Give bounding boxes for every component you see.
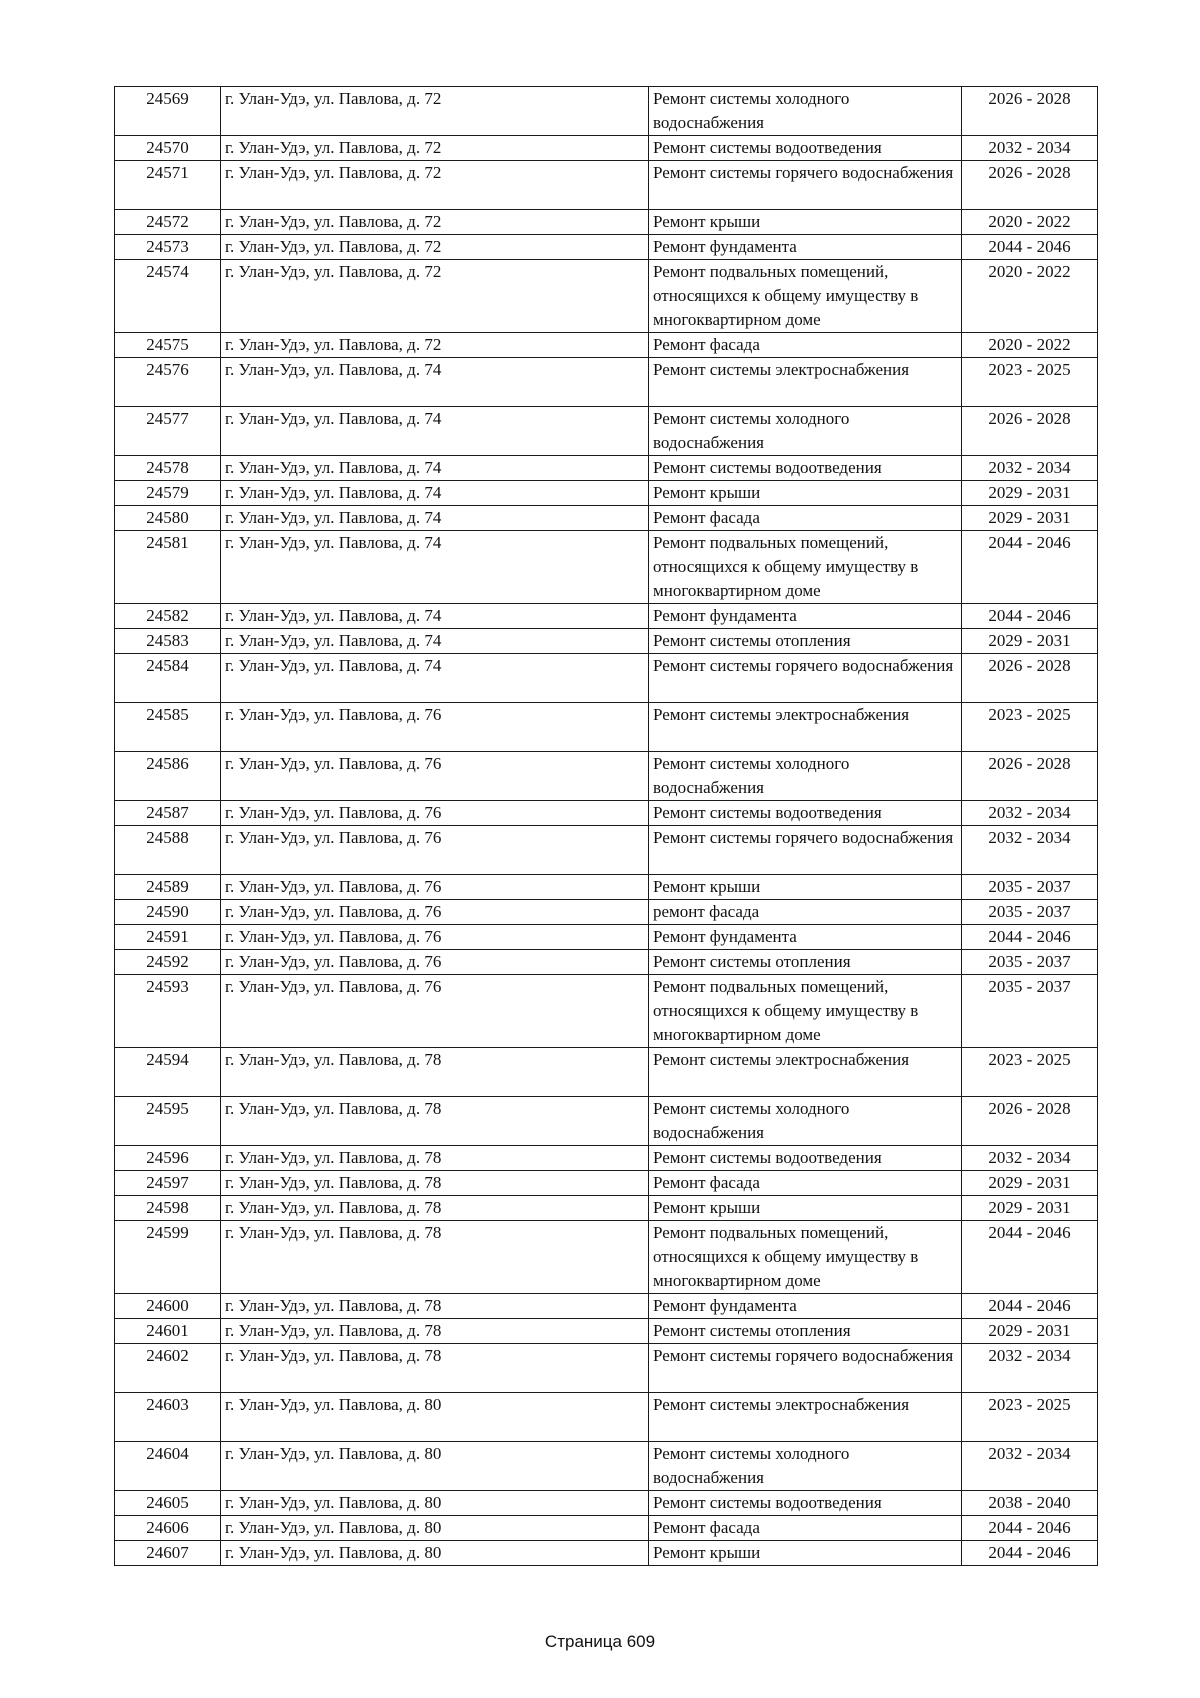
period-cell: 2023 - 2025 [962, 703, 1098, 752]
work-type-cell: Ремонт системы водоотведения [649, 801, 962, 826]
row-number-cell: 24573 [115, 235, 221, 260]
work-type-cell: Ремонт фундамента [649, 235, 962, 260]
period-cell: 2023 - 2025 [962, 1048, 1098, 1097]
row-number-cell: 24595 [115, 1097, 221, 1146]
work-type-cell: Ремонт системы электроснабжения [649, 1393, 962, 1442]
row-number-cell: 24582 [115, 604, 221, 629]
table-row [115, 136, 1098, 161]
row-number-cell: 24592 [115, 950, 221, 975]
address-cell: г. Улан-Удэ, ул. Павлова, д. 80 [221, 1491, 649, 1516]
row-number-cell: 24596 [115, 1146, 221, 1171]
period-cell: 2026 - 2028 [962, 752, 1098, 801]
period-cell: 2044 - 2046 [962, 604, 1098, 629]
address-cell: г. Улан-Удэ, ул. Павлова, д. 78 [221, 1146, 649, 1171]
row-number-cell: 24591 [115, 925, 221, 950]
work-type-cell: Ремонт крыши [649, 481, 962, 506]
table-row [115, 1541, 1098, 1566]
table-row [115, 950, 1098, 975]
table-body [115, 87, 1098, 1566]
table-row [115, 1171, 1098, 1196]
table-row [115, 161, 1098, 210]
work-type-cell: Ремонт системы холодного водоснабжения [649, 87, 962, 136]
address-cell: г. Улан-Удэ, ул. Павлова, д. 74 [221, 358, 649, 407]
table-row [115, 629, 1098, 654]
address-cell: г. Улан-Удэ, ул. Павлова, д. 72 [221, 161, 649, 210]
address-cell: г. Улан-Удэ, ул. Павлова, д. 74 [221, 604, 649, 629]
row-number-cell: 24588 [115, 826, 221, 875]
row-number-cell: 24577 [115, 407, 221, 456]
row-number-cell: 24585 [115, 703, 221, 752]
period-cell: 2020 - 2022 [962, 333, 1098, 358]
period-cell: 2032 - 2034 [962, 1146, 1098, 1171]
period-cell: 2035 - 2037 [962, 975, 1098, 1048]
table-row [115, 1097, 1098, 1146]
address-cell: г. Улан-Удэ, ул. Павлова, д. 78 [221, 1048, 649, 1097]
work-type-cell: Ремонт системы водоотведения [649, 1491, 962, 1516]
work-type-cell: Ремонт системы горячего водоснабжения [649, 161, 962, 210]
row-number-cell: 24580 [115, 506, 221, 531]
row-number-cell: 24604 [115, 1442, 221, 1491]
row-number-cell: 24572 [115, 210, 221, 235]
row-number-cell: 24576 [115, 358, 221, 407]
work-type-cell: Ремонт системы электроснабжения [649, 703, 962, 752]
table-row [115, 1393, 1098, 1442]
period-cell: 2035 - 2037 [962, 875, 1098, 900]
work-type-cell: Ремонт системы отопления [649, 629, 962, 654]
period-cell: 2020 - 2022 [962, 260, 1098, 333]
row-number-cell: 24600 [115, 1294, 221, 1319]
table-row [115, 826, 1098, 875]
work-type-cell: Ремонт системы холодного водоснабжения [649, 407, 962, 456]
work-type-cell: Ремонт подвальных помещений, относящихся к общему имуществу в многоквартирном доме [649, 531, 962, 604]
address-cell: г. Улан-Удэ, ул. Павлова, д. 80 [221, 1393, 649, 1442]
work-type-cell: Ремонт системы отопления [649, 1319, 962, 1344]
row-number-cell: 24599 [115, 1221, 221, 1294]
row-number-cell: 24606 [115, 1516, 221, 1541]
address-cell: г. Улан-Удэ, ул. Павлова, д. 78 [221, 1221, 649, 1294]
address-cell: г. Улан-Удэ, ул. Павлова, д. 72 [221, 333, 649, 358]
address-cell: г. Улан-Удэ, ул. Павлова, д. 72 [221, 260, 649, 333]
address-cell: г. Улан-Удэ, ул. Павлова, д. 72 [221, 136, 649, 161]
period-cell: 2044 - 2046 [962, 1541, 1098, 1566]
work-type-cell: Ремонт системы отопления [649, 950, 962, 975]
table-row [115, 1048, 1098, 1097]
work-type-cell: Ремонт системы горячего водоснабжения [649, 826, 962, 875]
table-row [115, 235, 1098, 260]
row-number-cell: 24584 [115, 654, 221, 703]
table-row [115, 604, 1098, 629]
table-row [115, 407, 1098, 456]
table-row [115, 1319, 1098, 1344]
address-cell: г. Улан-Удэ, ул. Павлова, д. 78 [221, 1344, 649, 1393]
period-cell: 2023 - 2025 [962, 1393, 1098, 1442]
address-cell: г. Улан-Удэ, ул. Павлова, д. 74 [221, 506, 649, 531]
row-number-cell: 24575 [115, 333, 221, 358]
period-cell: 2026 - 2028 [962, 161, 1098, 210]
table-row [115, 925, 1098, 950]
period-cell: 2029 - 2031 [962, 1171, 1098, 1196]
work-type-cell: Ремонт фасада [649, 333, 962, 358]
table-row [115, 1221, 1098, 1294]
period-cell: 2035 - 2037 [962, 950, 1098, 975]
table-row [115, 654, 1098, 703]
period-cell: 2026 - 2028 [962, 407, 1098, 456]
address-cell: г. Улан-Удэ, ул. Павлова, д. 74 [221, 629, 649, 654]
address-cell: г. Улан-Удэ, ул. Павлова, д. 76 [221, 752, 649, 801]
work-type-cell: ремонт фасада [649, 900, 962, 925]
table-row [115, 1344, 1098, 1393]
table-row [115, 260, 1098, 333]
address-cell: г. Улан-Удэ, ул. Павлова, д. 78 [221, 1196, 649, 1221]
row-number-cell: 24607 [115, 1541, 221, 1566]
row-number-cell: 24587 [115, 801, 221, 826]
table-row [115, 1146, 1098, 1171]
address-cell: г. Улан-Удэ, ул. Павлова, д. 80 [221, 1541, 649, 1566]
period-cell: 2029 - 2031 [962, 1319, 1098, 1344]
period-cell: 2035 - 2037 [962, 900, 1098, 925]
period-cell: 2044 - 2046 [962, 1294, 1098, 1319]
table-row [115, 801, 1098, 826]
row-number-cell: 24593 [115, 975, 221, 1048]
address-cell: г. Улан-Удэ, ул. Павлова, д. 78 [221, 1171, 649, 1196]
work-type-cell: Ремонт системы электроснабжения [649, 1048, 962, 1097]
period-cell: 2026 - 2028 [962, 1097, 1098, 1146]
address-cell: г. Улан-Удэ, ул. Павлова, д. 76 [221, 950, 649, 975]
row-number-cell: 24589 [115, 875, 221, 900]
table-row [115, 975, 1098, 1048]
period-cell: 2023 - 2025 [962, 358, 1098, 407]
row-number-cell: 24586 [115, 752, 221, 801]
work-type-cell: Ремонт системы электроснабжения [649, 358, 962, 407]
work-type-cell: Ремонт крыши [649, 1541, 962, 1566]
work-type-cell: Ремонт системы горячего водоснабжения [649, 1344, 962, 1393]
work-type-cell: Ремонт фасада [649, 506, 962, 531]
period-cell: 2032 - 2034 [962, 1344, 1098, 1393]
work-type-cell: Ремонт крыши [649, 875, 962, 900]
period-cell: 2029 - 2031 [962, 481, 1098, 506]
work-type-cell: Ремонт фундамента [649, 925, 962, 950]
address-cell: г. Улан-Удэ, ул. Павлова, д. 72 [221, 235, 649, 260]
period-cell: 2038 - 2040 [962, 1491, 1098, 1516]
address-cell: г. Улан-Удэ, ул. Павлова, д. 76 [221, 875, 649, 900]
row-number-cell: 24598 [115, 1196, 221, 1221]
period-cell: 2026 - 2028 [962, 654, 1098, 703]
work-type-cell: Ремонт фундамента [649, 1294, 962, 1319]
period-cell: 2029 - 2031 [962, 629, 1098, 654]
work-type-cell: Ремонт крыши [649, 210, 962, 235]
address-cell: г. Улан-Удэ, ул. Павлова, д. 78 [221, 1319, 649, 1344]
work-type-cell: Ремонт системы холодного водоснабжения [649, 1442, 962, 1491]
table-row [115, 333, 1098, 358]
address-cell: г. Улан-Удэ, ул. Павлова, д. 76 [221, 900, 649, 925]
period-cell: 2044 - 2046 [962, 531, 1098, 604]
address-cell: г. Улан-Удэ, ул. Павлова, д. 74 [221, 407, 649, 456]
address-cell: г. Улан-Удэ, ул. Павлова, д. 72 [221, 87, 649, 136]
address-cell: г. Улан-Удэ, ул. Павлова, д. 78 [221, 1294, 649, 1319]
address-cell: г. Улан-Удэ, ул. Павлова, д. 74 [221, 654, 649, 703]
work-type-cell: Ремонт системы водоотведения [649, 456, 962, 481]
row-number-cell: 24602 [115, 1344, 221, 1393]
period-cell: 2032 - 2034 [962, 136, 1098, 161]
work-type-cell: Ремонт подвальных помещений, относящихся к общему имуществу в многоквартирном доме [649, 1221, 962, 1294]
address-cell: г. Улан-Удэ, ул. Павлова, д. 74 [221, 481, 649, 506]
table-row [115, 1196, 1098, 1221]
table-row [115, 1491, 1098, 1516]
row-number-cell: 24569 [115, 87, 221, 136]
page-footer: Страница 609 [544, 1632, 656, 1651]
period-cell: 2044 - 2046 [962, 1221, 1098, 1294]
address-cell: г. Улан-Удэ, ул. Павлова, д. 76 [221, 925, 649, 950]
row-number-cell: 24581 [115, 531, 221, 604]
table-row [115, 87, 1098, 136]
work-type-cell: Ремонт подвальных помещений, относящихся к общему имуществу в многоквартирном доме [649, 975, 962, 1048]
address-cell: г. Улан-Удэ, ул. Павлова, д. 80 [221, 1442, 649, 1491]
work-type-cell: Ремонт фасада [649, 1171, 962, 1196]
address-cell: г. Улан-Удэ, ул. Павлова, д. 80 [221, 1516, 649, 1541]
row-number-cell: 24601 [115, 1319, 221, 1344]
table-row [115, 210, 1098, 235]
table-row [115, 875, 1098, 900]
address-cell: г. Улан-Удэ, ул. Павлова, д. 76 [221, 826, 649, 875]
row-number-cell: 24597 [115, 1171, 221, 1196]
table-row [115, 752, 1098, 801]
row-number-cell: 24574 [115, 260, 221, 333]
row-number-cell: 24578 [115, 456, 221, 481]
table-row [115, 481, 1098, 506]
address-cell: г. Улан-Удэ, ул. Павлова, д. 74 [221, 531, 649, 604]
address-cell: г. Улан-Удэ, ул. Павлова, д. 74 [221, 456, 649, 481]
row-number-cell: 24603 [115, 1393, 221, 1442]
period-cell: 2020 - 2022 [962, 210, 1098, 235]
table-row [115, 1442, 1098, 1491]
table-row [115, 900, 1098, 925]
work-type-cell: Ремонт системы холодного водоснабжения [649, 752, 962, 801]
repair-schedule-table [114, 86, 1098, 1566]
address-cell: г. Улан-Удэ, ул. Павлова, д. 76 [221, 975, 649, 1048]
period-cell: 2029 - 2031 [962, 506, 1098, 531]
work-type-cell: Ремонт системы водоотведения [649, 1146, 962, 1171]
period-cell: 2029 - 2031 [962, 1196, 1098, 1221]
table-row [115, 1294, 1098, 1319]
row-number-cell: 24583 [115, 629, 221, 654]
row-number-cell: 24590 [115, 900, 221, 925]
row-number-cell: 24570 [115, 136, 221, 161]
period-cell: 2032 - 2034 [962, 826, 1098, 875]
period-cell: 2032 - 2034 [962, 801, 1098, 826]
period-cell: 2044 - 2046 [962, 235, 1098, 260]
period-cell: 2032 - 2034 [962, 456, 1098, 481]
row-number-cell: 24571 [115, 161, 221, 210]
table-row [115, 456, 1098, 481]
address-cell: г. Улан-Удэ, ул. Павлова, д. 76 [221, 703, 649, 752]
row-number-cell: 24605 [115, 1491, 221, 1516]
table-row [115, 1516, 1098, 1541]
work-type-cell: Ремонт системы холодного водоснабжения [649, 1097, 962, 1146]
address-cell: г. Улан-Удэ, ул. Павлова, д. 78 [221, 1097, 649, 1146]
row-number-cell: 24579 [115, 481, 221, 506]
address-cell: г. Улан-Удэ, ул. Павлова, д. 76 [221, 801, 649, 826]
table-row [115, 703, 1098, 752]
table-row [115, 358, 1098, 407]
period-cell: 2026 - 2028 [962, 87, 1098, 136]
work-type-cell: Ремонт подвальных помещений, относящихся к общему имуществу в многоквартирном доме [649, 260, 962, 333]
period-cell: 2044 - 2046 [962, 1516, 1098, 1541]
period-cell: 2032 - 2034 [962, 1442, 1098, 1491]
work-type-cell: Ремонт системы водоотведения [649, 136, 962, 161]
work-type-cell: Ремонт фасада [649, 1516, 962, 1541]
table-row [115, 531, 1098, 604]
address-cell: г. Улан-Удэ, ул. Павлова, д. 72 [221, 210, 649, 235]
table-row [115, 506, 1098, 531]
work-type-cell: Ремонт фундамента [649, 604, 962, 629]
work-type-cell: Ремонт системы горячего водоснабжения [649, 654, 962, 703]
work-type-cell: Ремонт крыши [649, 1196, 962, 1221]
period-cell: 2044 - 2046 [962, 925, 1098, 950]
row-number-cell: 24594 [115, 1048, 221, 1097]
